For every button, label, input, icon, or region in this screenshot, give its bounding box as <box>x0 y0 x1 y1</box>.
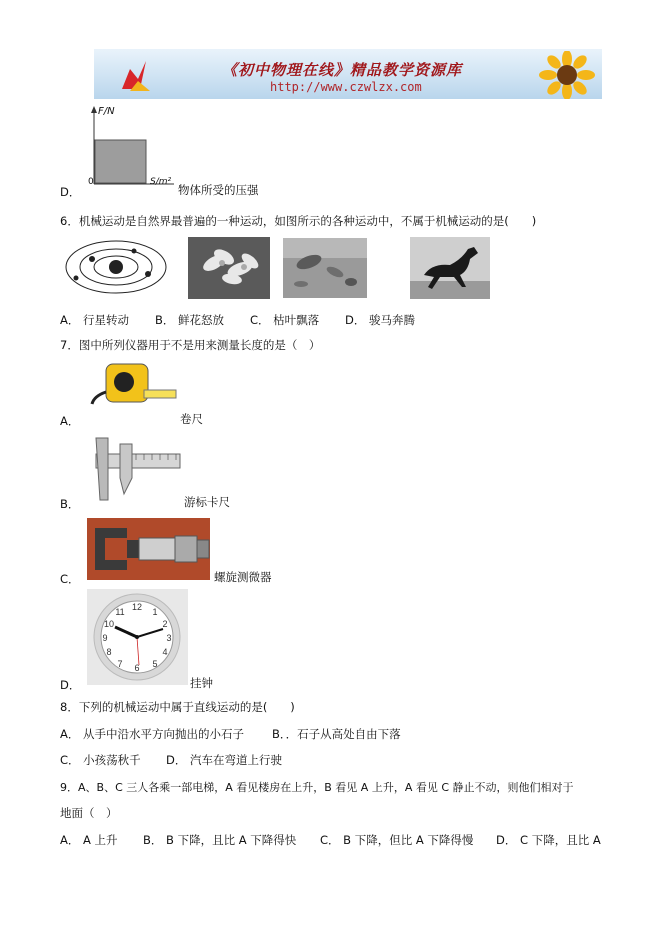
q8-stem: 8．下列的机械运动中属于直线运动的是( ) <box>60 700 295 714</box>
svg-text:11: 11 <box>115 607 125 617</box>
q8-option-c: C． 小孩荡秋千 <box>60 753 141 767</box>
graph-origin-label: 0 <box>88 177 94 187</box>
graph-y-label: F/N <box>98 106 115 117</box>
q7-option-a-caption: 卷尺 <box>180 412 203 426</box>
q8-option-d: D． 汽车在弯道上行驶 <box>166 753 283 767</box>
q7-option-d-letter: D． <box>60 678 81 692</box>
tape-measure-image <box>86 360 178 416</box>
svg-text:4: 4 <box>162 647 168 657</box>
svg-text:8: 8 <box>106 647 112 657</box>
q9-stem-line1: 9．A、B、C 三人各乘一部电梯，A 看见楼房在上升，B 看见 A 上升，A 看见 C 静止不动，则他们相对于 <box>60 781 574 794</box>
svg-text:9: 9 <box>102 633 108 643</box>
q5-option-d-caption: 物体所受的压强 <box>178 183 259 197</box>
logo-icon <box>116 55 156 95</box>
q7-stem: 7．图中所列仪器用于不是用来测量长度的是（ ） <box>60 338 321 352</box>
q9-option-c: C． B 下降，但比 A 下降得慢 <box>320 833 474 847</box>
q9-option-a: A． A 上升 <box>60 833 118 847</box>
galloping-horse-image <box>410 237 490 299</box>
q7-option-b-letter: B． <box>60 497 80 511</box>
q7-option-c-caption: 螺旋测微器 <box>214 570 272 584</box>
svg-text:10: 10 <box>103 619 115 629</box>
shaded-area <box>95 140 146 183</box>
q6-option-d: D． 骏马奔腾 <box>345 313 416 327</box>
q7-option-a-letter: A． <box>60 414 80 428</box>
header-banner <box>94 49 602 99</box>
q7-option-b-caption: 游标卡尺 <box>184 495 230 509</box>
svg-text:5: 5 <box>152 659 158 669</box>
q6-option-c: C． 枯叶飘落 <box>250 313 320 327</box>
vernier-caliper-image <box>86 434 182 504</box>
graph-x-label: S/m² <box>150 177 172 187</box>
svg-text:2: 2 <box>162 619 168 629</box>
q7-option-d-caption: 挂钟 <box>190 676 213 690</box>
banner-title: 《初中物理在线》精品教学资源库 <box>222 61 463 79</box>
q6-option-a: A． 行星转动 <box>60 313 130 327</box>
svg-text:6: 6 <box>134 663 140 673</box>
sunflower-icon <box>534 51 600 99</box>
wall-clock-image <box>87 589 188 685</box>
svg-text:1: 1 <box>152 607 158 617</box>
q9-stem-line2: 地面（ ） <box>60 806 118 820</box>
q8-option-a: A． 从手中沿水平方向抛出的小石子 <box>60 727 245 741</box>
banner-url: http://www.czwlzx.com <box>270 80 422 94</box>
q6-stem: 6．机械运动是自然界最普遍的一种运动，如图所示的各种运动中，不属于机械运动的是( ) <box>60 214 537 228</box>
svg-text:12: 12 <box>131 602 143 612</box>
svg-text:3: 3 <box>166 633 172 643</box>
q7-option-c-letter: C． <box>60 572 80 586</box>
blooming-flowers-image <box>188 237 270 299</box>
q9-option-d: D． C 下降，且比 A <box>496 833 601 847</box>
micrometer-image <box>87 518 210 580</box>
q5-option-d-letter: D． <box>60 185 81 199</box>
q6-option-b: B． 鲜花怒放 <box>155 313 225 327</box>
q8-option-b: B．．石子从高处自由下落 <box>272 727 401 741</box>
q9-option-b: B． B 下降，且比 A 下降得快 <box>143 833 297 847</box>
planet-orbit-image <box>62 238 170 296</box>
svg-text:7: 7 <box>117 659 123 669</box>
falling-leaves-image <box>283 238 367 298</box>
